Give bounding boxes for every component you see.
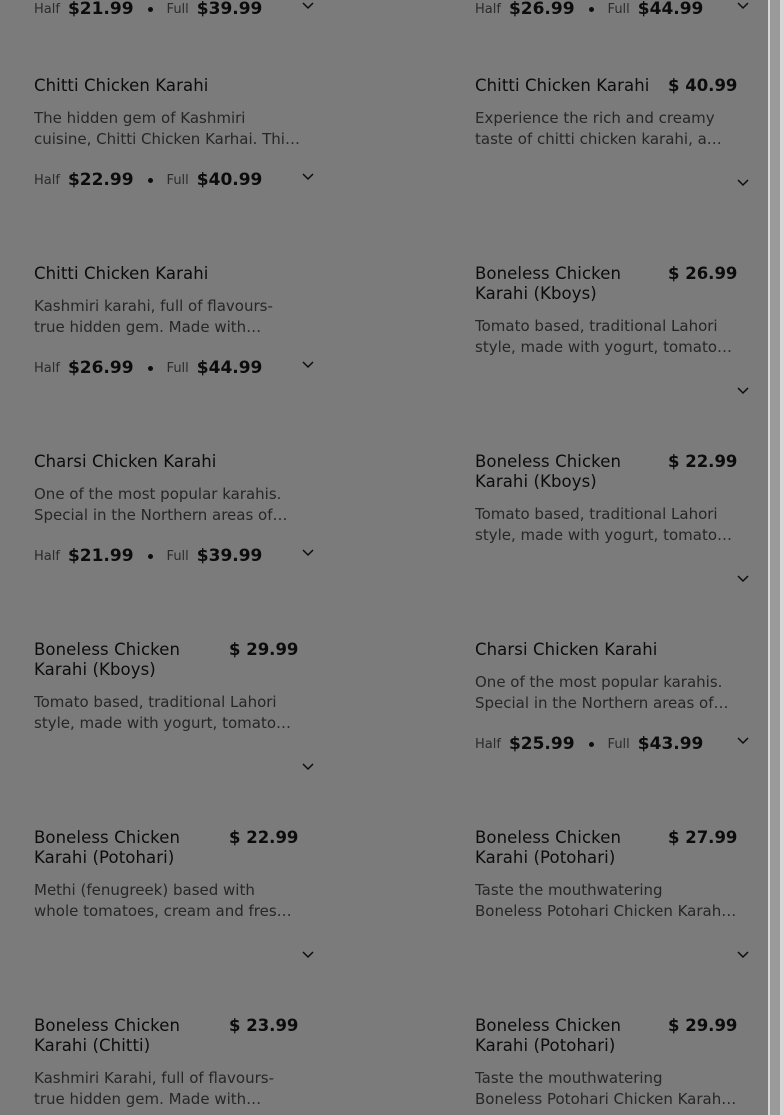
item-name: Boneless Chicken Karahi (Potohari) (475, 1016, 622, 1055)
price-options (475, 731, 755, 757)
chevron-down-icon[interactable] (737, 0, 749, 12)
full-label: Full (166, 548, 189, 564)
item-price: $ 29.99 (668, 1016, 738, 1035)
separator-dot (589, 7, 594, 12)
half-label: Half (475, 736, 501, 752)
item-price: $ 29.99 (229, 640, 299, 659)
chevron-down-icon[interactable] (737, 177, 749, 189)
full-label: Full (166, 360, 189, 376)
item-description-line2: true hidden gem. Made with… (34, 1090, 262, 1108)
menu-item-card[interactable] (34, 0, 314, 22)
half-label: Half (34, 548, 60, 564)
item-description-line1: Kashmiri karahi, full of flavours- (34, 297, 273, 315)
half-label: Half (34, 360, 60, 376)
full-label: Full (166, 1, 189, 17)
full-price: $40.99 (196, 170, 263, 190)
item-description-line2: taste of chitti chicken karahi, a… (475, 130, 722, 148)
chevron-down-icon[interactable] (302, 359, 314, 371)
price-options (34, 939, 314, 965)
item-description-line1: Methi (fenugreek) based with (34, 881, 255, 899)
menu-item-card[interactable] (34, 640, 314, 777)
half-price: $22.99 (67, 170, 134, 190)
full-label: Full (166, 172, 189, 188)
item-name: Boneless Chicken Karahi (Kboys) (475, 264, 622, 303)
separator-dot (148, 178, 153, 183)
item-description-line1: Taste the mouthwatering (475, 1069, 663, 1087)
item-description-line1: Experience the rich and creamy (475, 109, 715, 127)
item-description-line1: One of the most popular karahis. (475, 673, 723, 691)
scrollbar[interactable] (768, 0, 783, 1115)
chevron-down-icon[interactable] (737, 385, 749, 397)
half-price: $25.99 (508, 734, 575, 754)
chevron-down-icon[interactable] (737, 573, 749, 585)
full-label: Full (607, 736, 630, 752)
price-options (475, 563, 755, 589)
price-options (475, 0, 755, 22)
item-description-line2: style, made with yogurt, tomato… (34, 714, 292, 732)
item-name: Charsi Chicken Karahi (34, 452, 217, 471)
chevron-down-icon[interactable] (737, 949, 749, 961)
separator-dot (148, 554, 153, 559)
price-options (34, 167, 314, 193)
chevron-down-icon[interactable] (302, 171, 314, 183)
item-description-line2: whole tomatoes, cream and fres… (34, 902, 292, 920)
item-name: Boneless Chicken Karahi (Potohari) (34, 828, 181, 867)
item-description-line2: true hidden gem. Made with… (34, 318, 262, 336)
item-price: $ 27.99 (668, 828, 738, 847)
price-options (34, 543, 314, 569)
price-options (475, 375, 755, 401)
half-label: Half (34, 1, 60, 17)
item-description-line1: Taste the mouthwatering (475, 881, 663, 899)
full-price: $39.99 (196, 546, 263, 566)
item-name: Boneless Chicken Karahi (Chitti) (34, 1016, 181, 1055)
item-description-line1: One of the most popular karahis. (34, 485, 282, 503)
menu-item-card[interactable] (475, 1016, 755, 1110)
item-name: Boneless Chicken Karahi (Kboys) (475, 452, 622, 491)
item-price: $ 23.99 (229, 1016, 299, 1035)
item-description-line2: style, made with yogurt, tomato… (475, 526, 733, 544)
item-description-line2: Boneless Potohari Chicken Karah… (475, 1090, 737, 1108)
item-price: $ 26.99 (668, 264, 738, 283)
chevron-down-icon[interactable] (302, 547, 314, 559)
item-description-line2: style, made with yogurt, tomato… (475, 338, 733, 356)
half-label: Half (34, 172, 60, 188)
item-name: Chitti Chicken Karahi (34, 76, 209, 95)
item-description-line1: Tomato based, traditional Lahori (475, 505, 718, 523)
item-name: Boneless Chicken Karahi (Kboys) (34, 640, 181, 679)
price-options (34, 751, 314, 777)
half-label: Half (475, 1, 501, 17)
menu-item-card[interactable] (34, 264, 314, 381)
item-description-line2: Special in the Northern areas of… (475, 694, 729, 712)
chevron-down-icon[interactable] (737, 735, 749, 747)
full-price: $44.99 (196, 358, 263, 378)
item-description-line2: Special in the Northern areas of… (34, 506, 288, 524)
price-options (34, 355, 314, 381)
menu-item-card[interactable] (34, 452, 314, 569)
item-description-line1: Tomato based, traditional Lahori (34, 693, 277, 711)
half-price: $21.99 (67, 546, 134, 566)
menu-item-card[interactable] (475, 640, 755, 757)
chevron-down-icon[interactable] (302, 0, 314, 12)
menu-item-card[interactable] (34, 1016, 314, 1110)
half-price: $26.99 (508, 0, 575, 19)
item-description-line2: cuisine, Chitti Chicken Karhai. Thi… (34, 130, 300, 148)
item-description-line1: The hidden gem of Kashmiri (34, 109, 246, 127)
full-price: $44.99 (637, 0, 704, 19)
price-options (34, 0, 314, 22)
separator-dot (148, 366, 153, 371)
item-price: $ 22.99 (668, 452, 738, 471)
price-options (475, 939, 755, 965)
full-label: Full (607, 1, 630, 17)
item-name: Chitti Chicken Karahi (475, 76, 650, 95)
item-name: Chitti Chicken Karahi (34, 264, 209, 283)
separator-dot (148, 7, 153, 12)
menu-item-card[interactable] (475, 264, 755, 401)
menu-item-card[interactable] (475, 828, 755, 965)
menu-item-card[interactable] (34, 828, 314, 965)
separator-dot (589, 742, 594, 747)
item-description-line1: Tomato based, traditional Lahori (475, 317, 718, 335)
half-price: $21.99 (67, 0, 134, 19)
menu-item-card[interactable] (475, 76, 755, 193)
item-price: $ 22.99 (229, 828, 299, 847)
half-price: $26.99 (67, 358, 134, 378)
full-price: $39.99 (196, 0, 263, 19)
chevron-down-icon[interactable] (302, 949, 314, 961)
scrollbar-thumb[interactable] (770, 0, 780, 1115)
item-name: Boneless Chicken Karahi (Potohari) (475, 828, 622, 867)
item-name: Charsi Chicken Karahi (475, 640, 658, 659)
menu-item-card[interactable] (475, 0, 755, 22)
menu-item-card[interactable] (34, 76, 314, 193)
menu-item-card[interactable] (475, 452, 755, 589)
full-price: $43.99 (637, 734, 704, 754)
item-description-line1: Kashmiri Karahi, full of flavours- (34, 1069, 275, 1087)
item-description-line2: Boneless Potohari Chicken Karah… (475, 902, 737, 920)
item-price: $ 40.99 (668, 76, 738, 95)
chevron-down-icon[interactable] (302, 761, 314, 773)
price-options (475, 167, 755, 193)
